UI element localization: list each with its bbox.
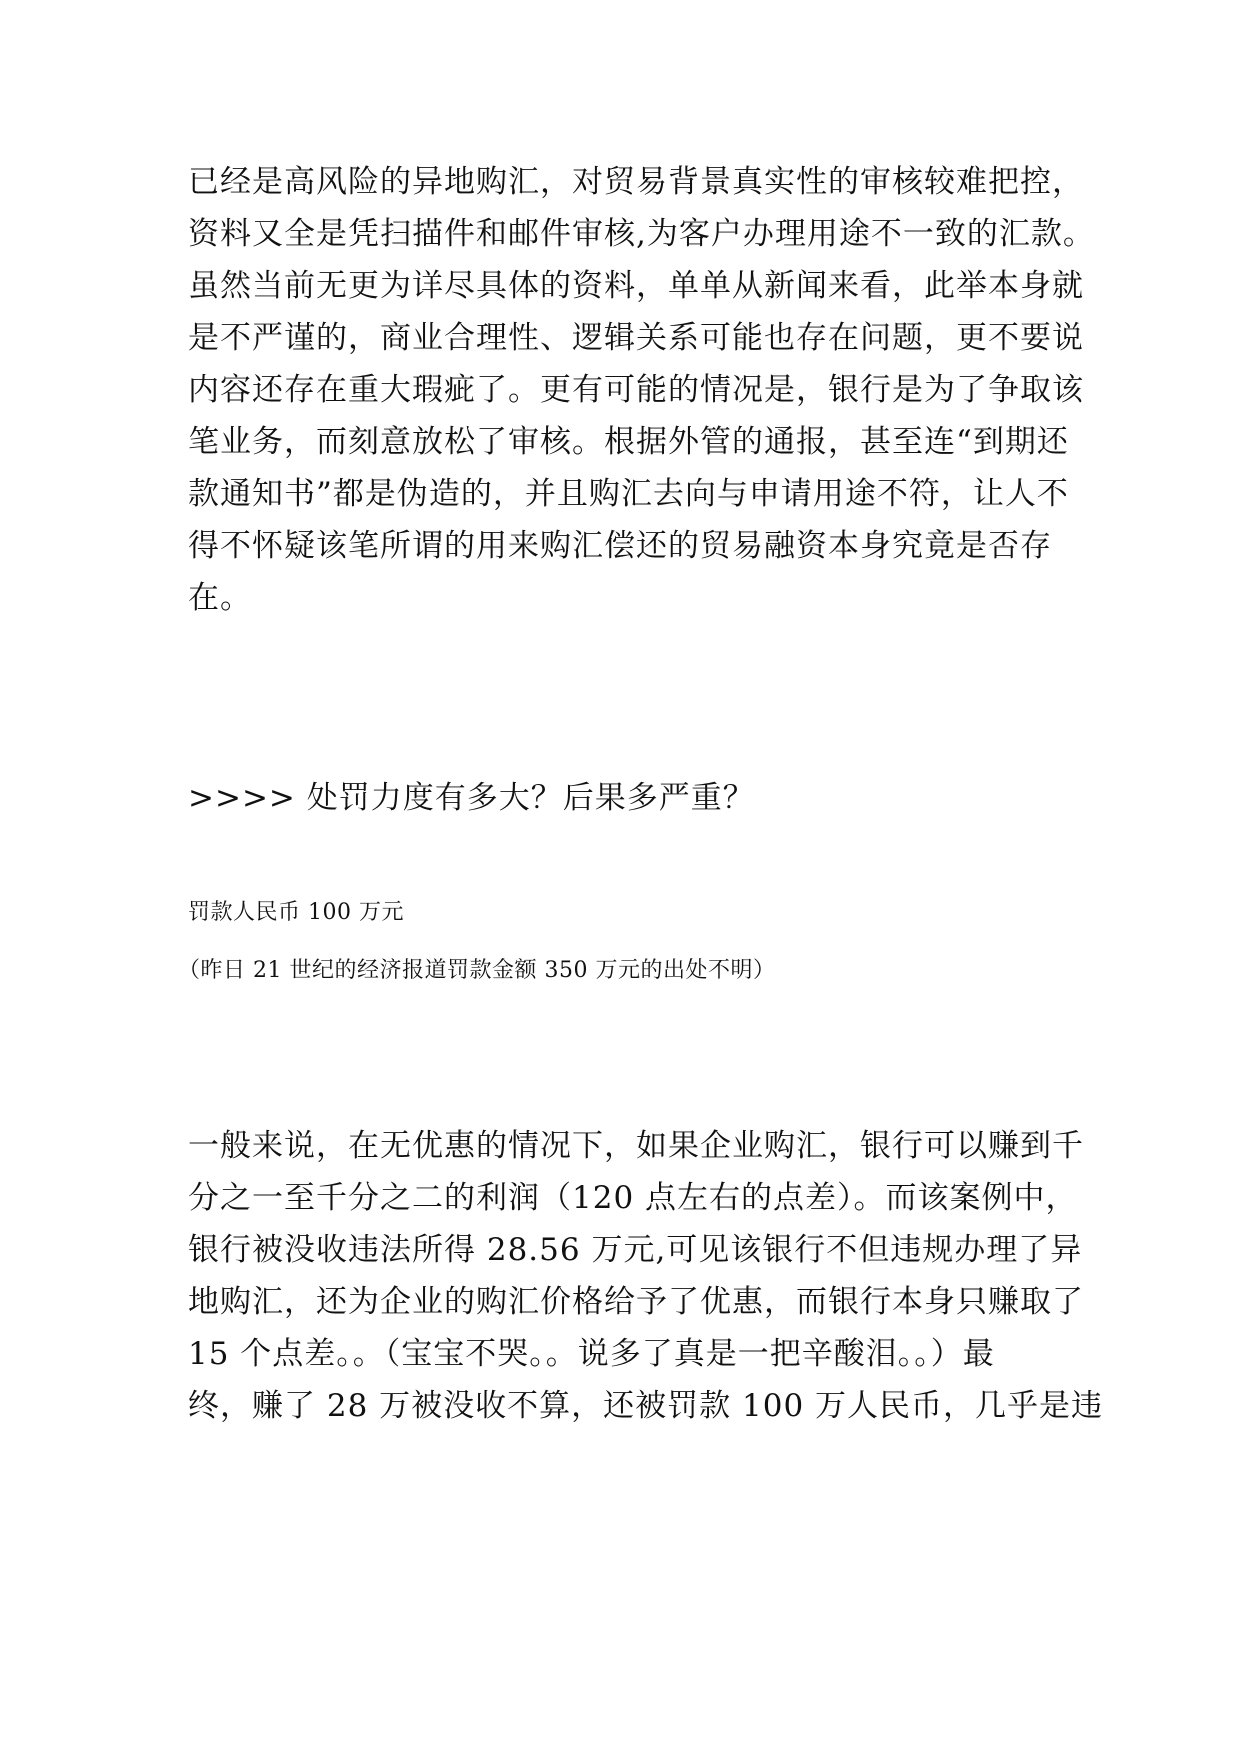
paragraph-1-line-9: 在。	[188, 580, 252, 616]
paragraph-2-line-4: 地购汇，还为企业的购汇价格给予了优惠，而银行本身只赚取了	[188, 1284, 1084, 1320]
paragraph-1-line-6: 笔业务，而刻意放松了审核。根据外管的通报，甚至连“到期还	[188, 424, 1069, 460]
paragraph-1-line-3: 虽然当前无更为详尽具体的资料，单单从新闻来看，此举本身就	[188, 268, 1084, 304]
penalty-amount: 罚款人民币 100 万元	[188, 900, 404, 925]
paragraph-1-line-4: 是不严谨的，商业合理性、逻辑关系可能也存在问题，更不要说	[188, 320, 1084, 356]
section-heading: >>>> 处罚力度有多大？后果多严重？	[188, 780, 755, 816]
paragraph-1-line-1: 已经是高风险的异地购汇，对贸易背景真实性的审核较难把控，	[188, 164, 1084, 200]
paragraph-2-line-3: 银行被没收违法所得 28.56 万元,可见该银行不但违规办理了异	[188, 1232, 1083, 1268]
paragraph-1-line-7: 款通知书”都是伪造的，并且购汇去向与申请用途不符，让人不	[188, 476, 1069, 512]
paragraph-1-line-8: 得不怀疑该笔所谓的用来购汇偿还的贸易融资本身究竟是否存	[188, 528, 1052, 564]
paragraph-1-line-5: 内容还存在重大瑕疵了。更有可能的情况是，银行是为了争取该	[188, 372, 1084, 408]
paragraph-2-line-1: 一般来说，在无优惠的情况下，如果企业购汇，银行可以赚到千	[188, 1128, 1084, 1164]
penalty-note: （昨日 21 世纪的经济报道罚款金额 350 万元的出处不明）	[178, 958, 776, 983]
paragraph-2-line-5: 15 个点差。。（宝宝不哭。。说多了真是一把辛酸泪。。）最	[188, 1336, 995, 1372]
paragraph-2-line-2: 分之一至千分之二的利润（120 点左右的点差）。而该案例中，	[188, 1180, 1078, 1216]
paragraph-2-line-6: 终，赚了 28 万被没收不算，还被罚款 100 万人民币，几乎是违	[188, 1388, 1104, 1424]
paragraph-1-line-2: 资料又全是凭扫描件和邮件审核,为客户办理用途不一致的汇款。	[188, 216, 1095, 252]
